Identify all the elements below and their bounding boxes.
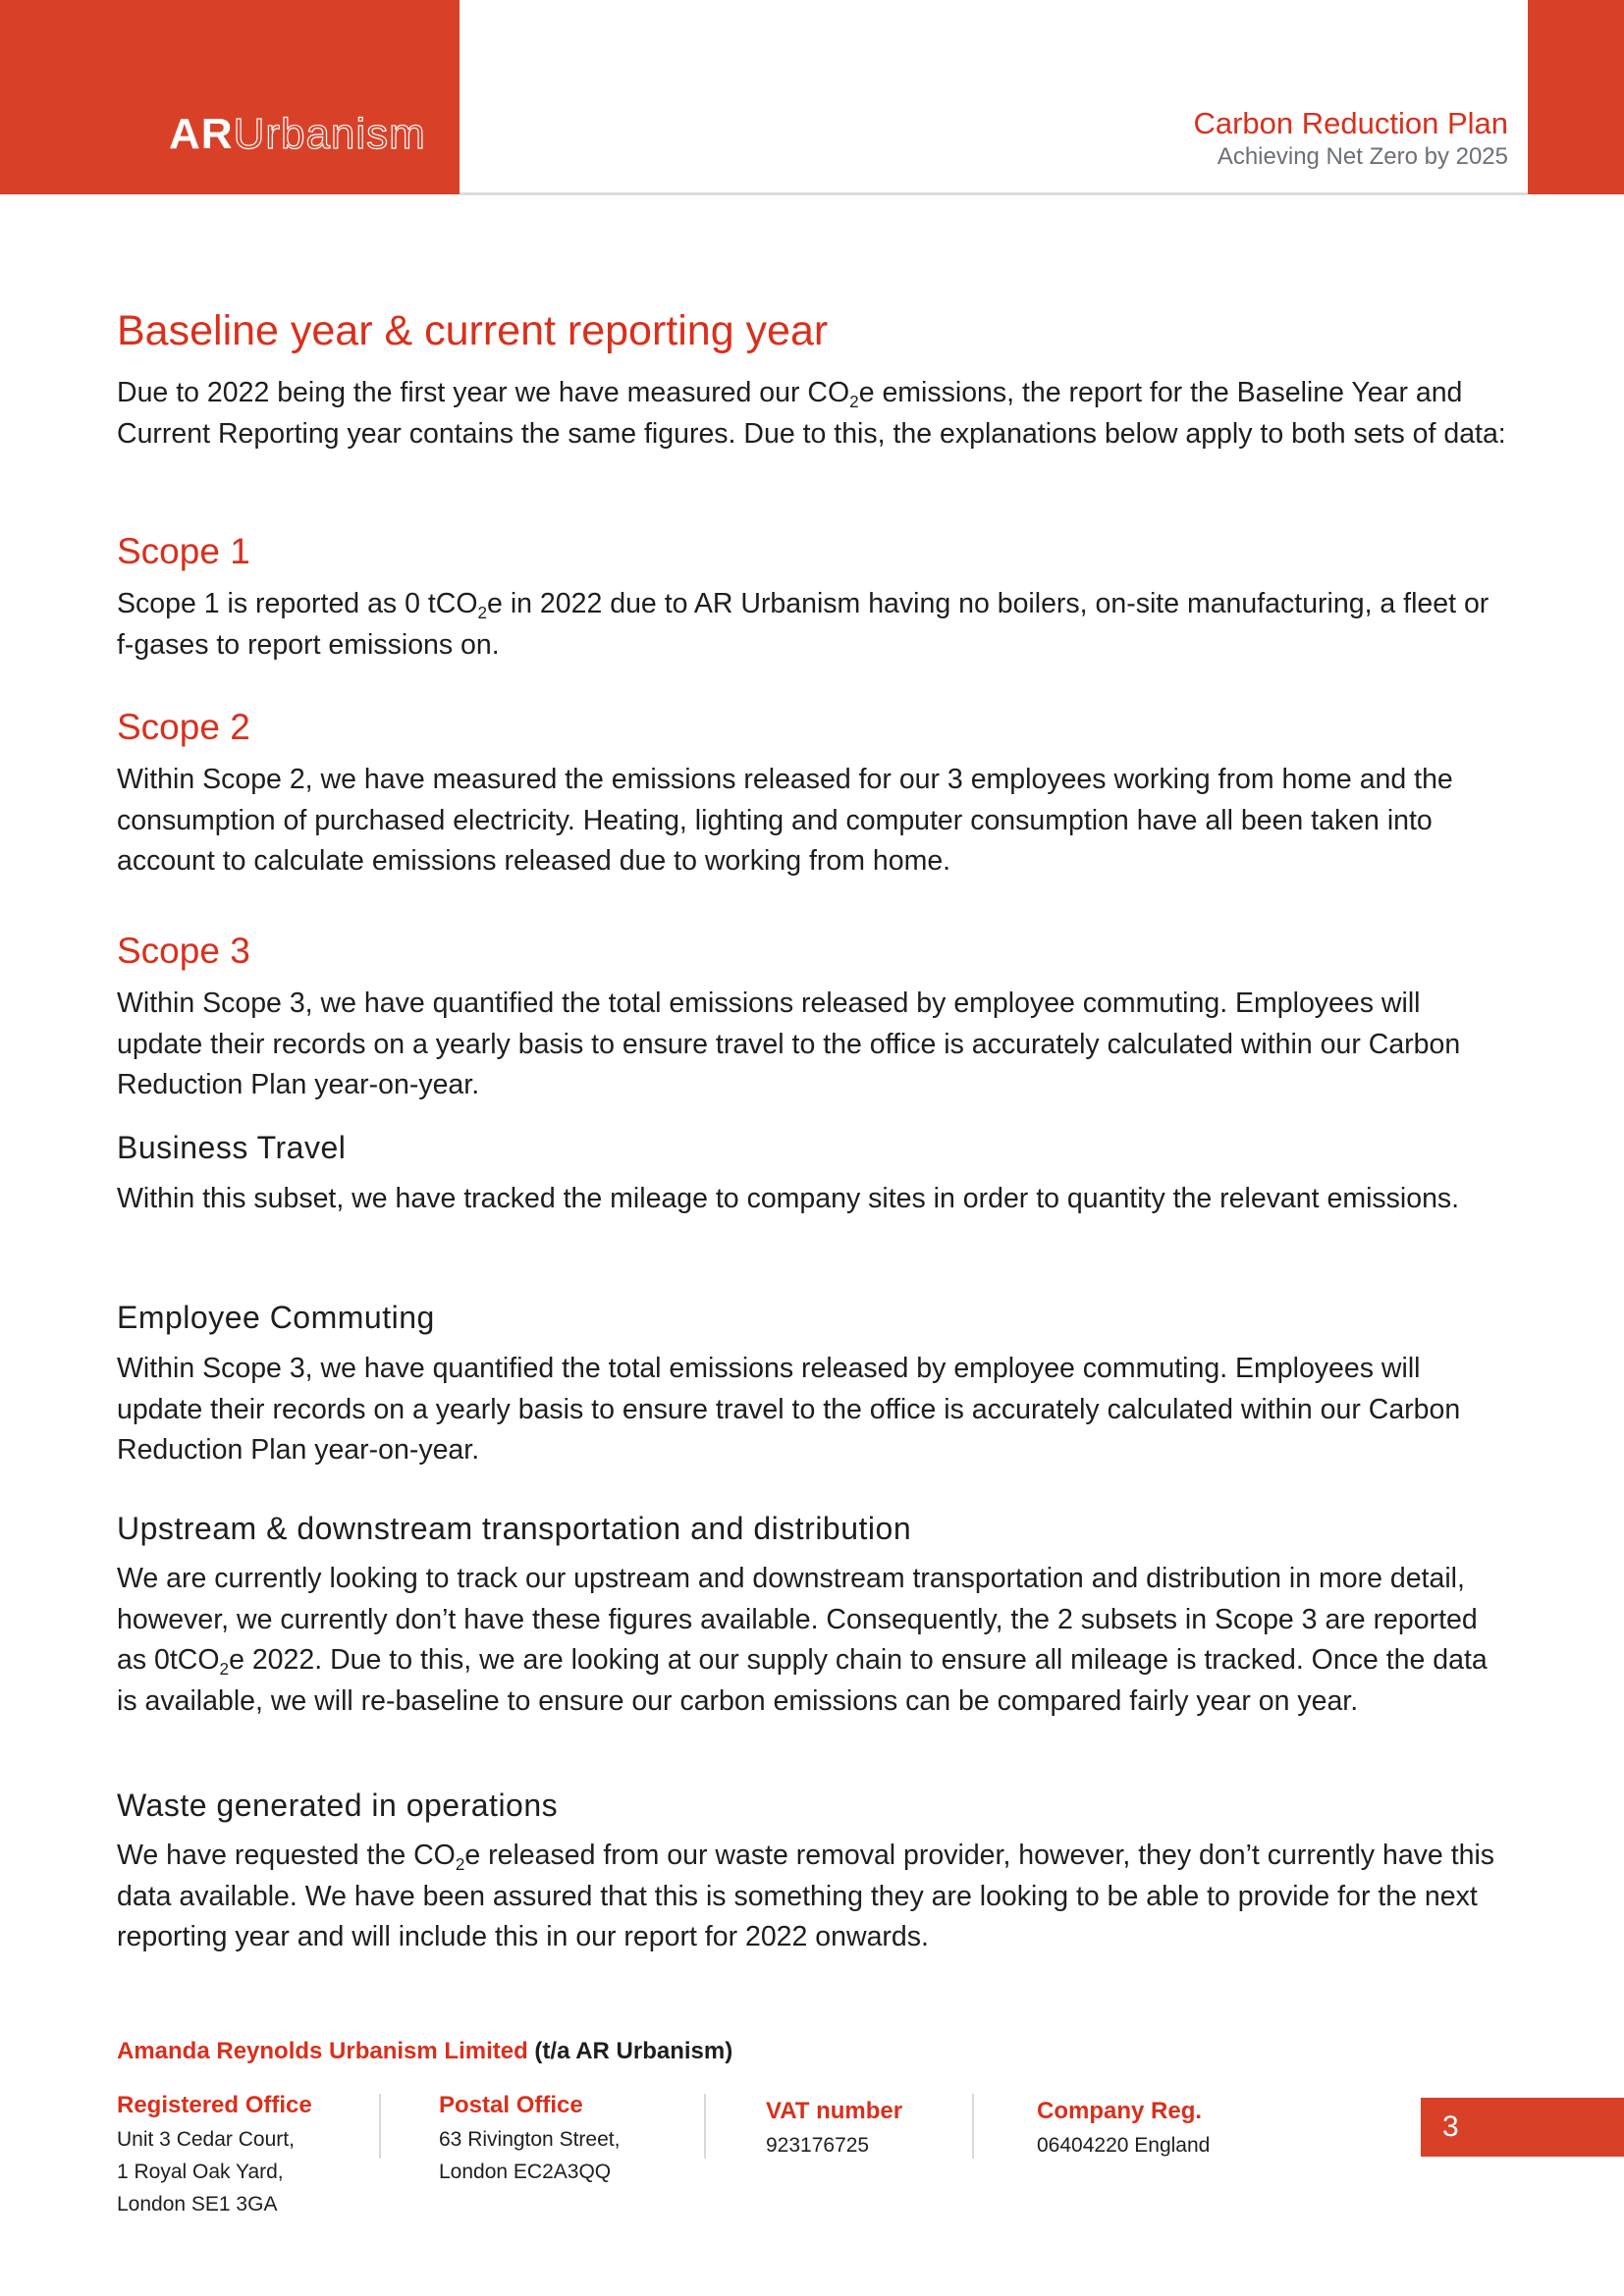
transport-paragraph: We are currently looking to track our upstream and downstream transportation and distribution in more detail, however, we currently don’t have these figures available. Consequently, the 2 subsets in Scope 3 are reported as 0tCO$_2$e 2022. Due to this, we are looking at our supply chain to ensure all mileage is tracked. Once the data is available, we will re-baseline to ensure our carbon emissions can be compared fairly year on year. [117, 1563, 1488, 1718]
registered-office-label: Registered Office [117, 2092, 312, 2118]
business-travel-heading: Business Travel [117, 1130, 347, 1165]
company-reg [1037, 2095, 1210, 2162]
registered-office [117, 2089, 312, 2220]
postal-office [439, 2089, 620, 2188]
scope2-heading: Scope 2 [117, 707, 250, 747]
header-divider [460, 192, 1528, 195]
scope1-heading: Scope 1 [117, 531, 250, 571]
footer-divider [704, 2094, 706, 2159]
waste-paragraph: We have requested the $CO_2e$ released from our waste removal provider, however, they don’t currently have this data available. We have been assured that this is something they are looking to be able to provide for the next reporting year and will include this in our report for 2022 onwards. [117, 1840, 1495, 1953]
employee-commuting-heading: Employee Commuting [117, 1300, 435, 1335]
employee-commuting-paragraph: Within Scope 3, we have quantified the total emissions released by employee commuting. Employees will update their records on a yearly basis to ensure travel to the office is accurately calculated within our Carbon Reduction Plan year-on-year. [117, 1353, 1461, 1467]
page-heading: Baseline year & current reporting year [117, 307, 829, 354]
footer-divider [972, 2094, 974, 2159]
postal-office-label: Postal Office [439, 2092, 583, 2118]
logo-ar: AR [169, 110, 234, 158]
header-brand-block [0, 0, 460, 194]
document-subtitle: Achieving Net Zero by 2025 [1217, 143, 1508, 170]
vat-value: 923176725 [766, 2134, 870, 2157]
scope3-heading: Scope 3 [117, 931, 250, 971]
address-line: 63 Rivington Street, [439, 2128, 621, 2151]
company-reg-label: Company Reg. [1037, 2098, 1203, 2124]
scope1-paragraph: Scope 1 is reported as 0 tCO$_2$e in 2022 due to AR Urbanism having no boilers, on-site manufacturing, a fleet or f-gases to report emissions on. [117, 588, 1489, 661]
footer-company-name: Amanda Reynolds Urbanism Limited (t/a AR Urbanism) [117, 2038, 733, 2064]
footer-divider [379, 2094, 381, 2159]
header-accent-block [1528, 0, 1624, 194]
transport-heading: Upstream & downstream transportation and distribution [117, 1511, 912, 1546]
vat-label: VAT number [766, 2098, 903, 2124]
company-logo [169, 110, 426, 159]
waste-heading: Waste generated in operations [117, 1788, 559, 1823]
address-line: London EC2A3QQ [439, 2161, 612, 2183]
intro-paragraph: Due to 2022 being the first year we have measured our $CO_2e$ emissions, the report for the Baseline Year and Current Reporting year contains the same figures. Due to this, the explanations below apply to both sets of data: [117, 377, 1506, 450]
address-line: Unit 3 Cedar Court, [117, 2128, 295, 2151]
address-line: 1 Royal Oak Yard, [117, 2161, 284, 2183]
company-reg-value: 06404220 England [1037, 2134, 1211, 2157]
document-title: Carbon Reduction Plan [1193, 106, 1508, 140]
business-travel-paragraph: Within this subset, we have tracked the mileage to company sites in order to quantity the relevant emissions. [117, 1183, 1460, 1214]
vat-number [766, 2095, 902, 2162]
scope2-paragraph: Within Scope 2, we have measured the emissions released for our 3 employees working from home and the consumption of purchased electricity. Heating, lighting and computer consumption have all been taken into account to calculate emissions released due to working from home. [117, 764, 1453, 878]
scope3-paragraph: Within Scope 3, we have quantified the total emissions released by employee commuting. Employees will update their records on a yearly basis to ensure travel to the office is accurately calculated within our Carbon Reduction Plan year-on-year. [117, 988, 1461, 1101]
page-number: 3 [1421, 2098, 1624, 2157]
address-line: London SE1 3GA [117, 2193, 278, 2216]
logo-urbanism: Urbanism [233, 110, 426, 158]
